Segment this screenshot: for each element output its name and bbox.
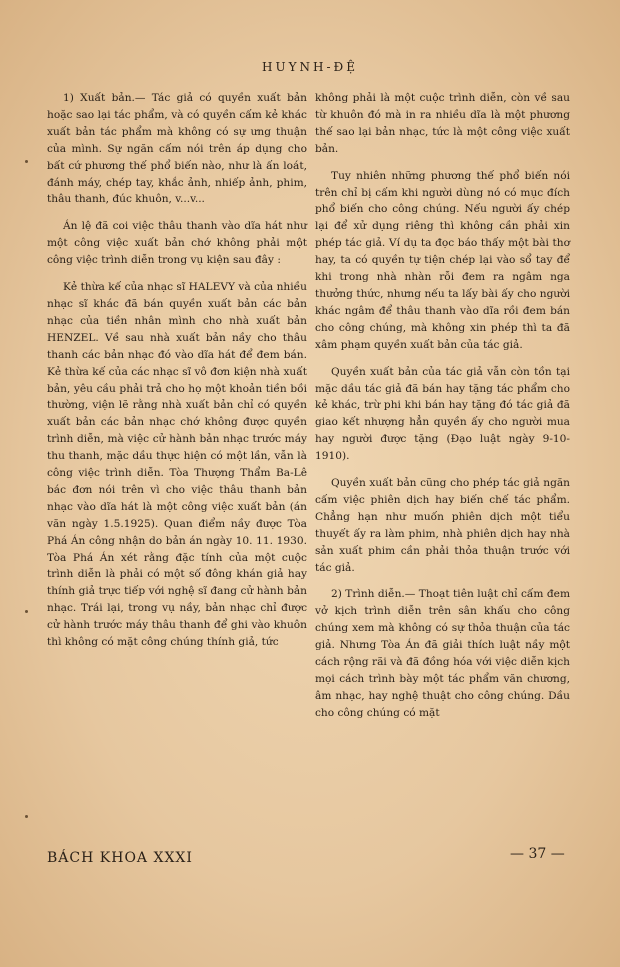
paragraph: Án lệ đã coi việc thâu thanh vào dĩa hát như một công việc xuất bản chớ không phải một công việc trình diễn trong vụ kiện sau đây : xyxy=(47,220,307,267)
left-column xyxy=(47,90,307,661)
magazine-footer: BÁCH KHOA XXXI xyxy=(47,850,193,866)
page-number: — 37 — xyxy=(510,846,565,862)
paragraph: Quyền xuất bản cũng cho phép tác giả ngăn cấm việc phiên dịch hay biến chế tác phẩm. Chẳng hạn như muốn phiên dịch một tiểu thuyết ấy ra làm phim, nhà phiên dịch hay nhà sản xuất phim cần phải thỏa thuận trước với tác giả. xyxy=(315,477,570,574)
binding-hole-mark xyxy=(25,815,28,818)
running-header: HUYNH-ĐỆ xyxy=(262,60,358,74)
binding-hole-mark xyxy=(25,610,28,613)
paragraph: Tuy nhiên những phương thế phổ biến nói trên chỉ bị cấm khi người dùng nó có mục đích phổ biến cho công chúng. Nếu người ấy chép lại để xử dụng riêng thì không cần phải xin phép tác giả. Ví dụ ta đọc báo thấy một bài thơ hay, ta có quyền tự tiện chép lại vào sổ tay để khi trong nhà nhàn rỗi đem ra ngâm nga thưởng thức, nhưng nếu ta lấy bài ấy cho người khác ngâm để thâu thanh vào dĩa rồi đem bán cho công chúng, mà không xin phép thì ta đã xâm phạm quyền xuất bản của tác giả. xyxy=(315,169,570,351)
paragraph: 1) Xuất bản.— Tác giả có quyền xuất bản hoặc sao lại tác phẩm, và có quyền cấm kẻ khác xuất bản tác phẩm mà không có sự ưng thuận của mình. Sự ngăn cấm nói trên áp dụng cho bất cứ phương thế phổ biến nào, như là ấn loát, đánh máy, chép tay, khắc ảnh, nhiếp ảnh, phim, thâu thanh, đúc khuôn, v...v... xyxy=(47,92,307,206)
paragraph: Quyền xuất bản của tác giả vẫn còn tồn tại mặc dầu tác giả đã bán hay tặng tác phẩm cho kẻ khác, trừ phi khi bán hay tặng đó tác giả đã giao kết nhượng hẳn quyền ấy cho người mua hay người được tặng (Đạo luật ngày 9-10-1910). xyxy=(315,365,570,463)
binding-hole-mark xyxy=(25,160,28,163)
paragraph: không phải là một cuộc trình diễn, còn về sau từ khuôn đó mà in ra nhiều dĩa là một phương thế sao lại bản nhạc, tức là một công việc xuất bản. xyxy=(315,92,570,155)
paragraph: Kẻ thừa kế của nhạc sĩ HALEVY và của nhiều nhạc sĩ khác đã bán quyền xuất bản các bản nhạc của tiền nhân mình cho nhà xuất bản HENZEL. Về sau nhà xuất bản nầy cho thâu thanh các bản nhạc đó vào dĩa hát để đem bán. Kẻ thừa kế của các nhạc sĩ vô đơn kiện nhà xuất bản, yêu cầu phải trả cho họ một khoản tiền bồi thường, viện lẽ rằng nhà xuất bản chỉ có quyền xuất bản các bản nhạc chớ không được quyền trình diễn, mà việc cử hành bản nhạc trước máy thu thanh, mặc dầu thực hiện có một lần, vẫn là công việc trình diễn. Tòa Thượng Thẩm Ba-Lê bác đơn nói trên vì cho việc thâu thanh bản nhạc vào dĩa hát là một công việc xuất bản (án văn ngày 1.5.1925). Quan điểm nầy được Tòa Phá Án công nhận do bản án ngày 10. 11. 1930. Tòa Phá Án xét rằng đặc tính của một cuộc trình diễn là phải có một số đông khán giả hay thính giả trực tiếp với nghệ sĩ đang cử hành bản nhạc. Trái lại, trong vụ nầy, bản nhạc chỉ được cử hành trước máy thâu thanh để ghi vào khuôn thì không có mặt công chúng thính giả, tức xyxy=(47,281,307,649)
right-column xyxy=(315,90,570,732)
paragraph: 2) Trình diễn.— Thoạt tiên luật chỉ cấm đem vở kịch trình diễn trên sân khấu cho công chúng xem mà không có sự thỏa thuận của tác giả. Nhưng Tòa Án đã giải thích luật nầy một cách rộng rãi và đã đồng hóa với việc diễn kịch mọi cách trình bày một tác phẩm văn chương, âm nhạc, hay nghệ thuật cho công chúng. Dầu cho công chúng có mặt xyxy=(315,588,570,719)
